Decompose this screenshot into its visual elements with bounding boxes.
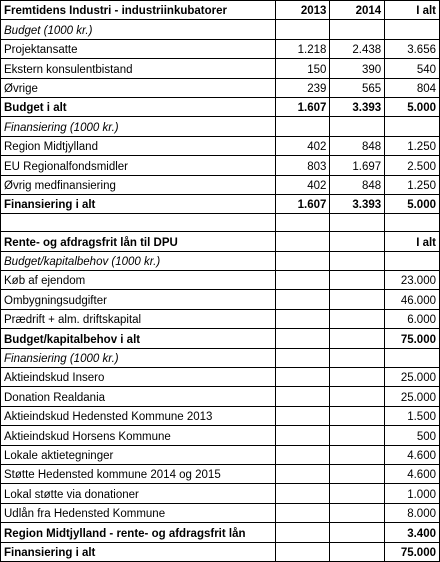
value-total-cell[interactable] — [385, 117, 440, 136]
col-total-header[interactable]: I alt — [385, 1, 440, 20]
value-total-cell[interactable]: 804 — [385, 78, 440, 97]
col-2014-header[interactable]: 2014 — [330, 1, 385, 20]
value-2013-cell[interactable]: 402 — [275, 175, 330, 194]
table1-header-row — [1, 1, 440, 20]
value-total-cell[interactable]: 23.000 — [385, 271, 440, 290]
table-row — [1, 464, 440, 483]
value-total-cell[interactable]: 25.000 — [385, 387, 440, 406]
table-row — [1, 445, 440, 464]
value-2014-cell[interactable]: 565 — [330, 78, 385, 97]
table-row — [1, 136, 440, 155]
row-label-cell[interactable]: Lokale aktietegninger — [1, 445, 276, 464]
value-total-cell[interactable]: 1.250 — [385, 175, 440, 194]
value-2013-cell[interactable] — [275, 117, 330, 136]
row-label-cell[interactable]: Aktieindskud Insero — [1, 368, 276, 387]
row-label-cell[interactable]: Region Midtjylland — [1, 136, 276, 155]
value-2014-cell[interactable]: 1.697 — [330, 156, 385, 175]
value-total-cell[interactable]: 3.400 — [385, 523, 440, 542]
row-label-cell[interactable]: Projektansatte — [1, 39, 276, 58]
table-cell[interactable] — [275, 503, 330, 522]
row-label-cell[interactable]: Køb af ejendom — [1, 271, 276, 290]
value-2014-cell[interactable]: 848 — [330, 175, 385, 194]
table1-title[interactable]: Fremtidens Industri - industriinkubatorer — [1, 1, 276, 20]
table-cell[interactable] — [275, 251, 330, 270]
value-total-cell[interactable] — [385, 251, 440, 270]
value-total-cell[interactable]: 46.000 — [385, 290, 440, 309]
row-label-cell[interactable]: Aktieindskud Horsens Kommune — [1, 426, 276, 445]
spacer-section — [1, 214, 440, 232]
value-total-cell[interactable]: 1.250 — [385, 136, 440, 155]
value-total-cell[interactable]: 8.000 — [385, 503, 440, 522]
row-label-cell[interactable]: Budget (1000 kr.) — [1, 20, 276, 39]
value-2014-cell[interactable]: 3.393 — [330, 194, 385, 213]
value-total-cell[interactable]: 540 — [385, 59, 440, 78]
table-row — [1, 329, 440, 348]
value-2013-cell[interactable]: 402 — [275, 136, 330, 155]
table-cell[interactable] — [275, 290, 330, 309]
row-label-cell[interactable]: Finansiering (1000 kr.) — [1, 117, 276, 136]
value-2014-cell[interactable]: 848 — [330, 136, 385, 155]
table-cell[interactable] — [275, 348, 330, 367]
value-2013-cell[interactable]: 803 — [275, 156, 330, 175]
row-label-cell[interactable]: Øvrige — [1, 78, 276, 97]
table-row — [1, 117, 440, 136]
value-total-cell[interactable]: 75.000 — [385, 329, 440, 348]
table-cell[interactable] — [275, 523, 330, 542]
row-label-cell[interactable]: Budget i alt — [1, 97, 276, 116]
value-total-cell[interactable]: 6.000 — [385, 309, 440, 328]
table-cell[interactable] — [330, 503, 385, 522]
value-total-cell[interactable]: 25.000 — [385, 368, 440, 387]
row-label-cell[interactable]: Prædrift + alm. driftskapital — [1, 309, 276, 328]
table-cell[interactable] — [275, 426, 330, 445]
table-cell[interactable] — [330, 406, 385, 425]
value-total-cell[interactable] — [385, 348, 440, 367]
table-row — [1, 426, 440, 445]
blank-row — [1, 214, 440, 232]
value-total-cell[interactable]: 5.000 — [385, 97, 440, 116]
value-2014-cell[interactable]: 3.393 — [330, 97, 385, 116]
table-cell[interactable] — [275, 271, 330, 290]
row-label-cell[interactable]: Finansiering i alt — [1, 542, 276, 561]
value-2014-cell[interactable]: 2.438 — [330, 39, 385, 58]
table-cell[interactable] — [275, 309, 330, 328]
table-row — [1, 156, 440, 175]
table-cell[interactable] — [275, 232, 330, 251]
table-row — [1, 503, 440, 522]
table2-title[interactable]: Rente- og afdragsfrit lån til DPU — [1, 232, 276, 251]
value-2013-cell[interactable]: 1.218 — [275, 39, 330, 58]
value-2013-cell[interactable]: 150 — [275, 59, 330, 78]
table-cell[interactable] — [330, 214, 385, 232]
row-label-cell[interactable]: Udlån fra Hedensted Kommune — [1, 503, 276, 522]
table-cell[interactable] — [330, 542, 385, 561]
row-label-cell[interactable]: Aktieindskud Hedensted Kommune 2013 — [1, 406, 276, 425]
table-row — [1, 271, 440, 290]
value-2014-cell[interactable]: 390 — [330, 59, 385, 78]
table-row — [1, 251, 440, 270]
table-cell[interactable] — [275, 542, 330, 561]
col-2013-header[interactable]: 2013 — [275, 1, 330, 20]
value-total-cell[interactable] — [385, 20, 440, 39]
dpu-loan-section — [1, 232, 440, 562]
value-total-cell[interactable]: 3.656 — [385, 39, 440, 58]
table-row — [1, 78, 440, 97]
table-cell[interactable] — [275, 387, 330, 406]
table-cell[interactable] — [275, 214, 330, 232]
table-cell[interactable] — [330, 232, 385, 251]
value-total-cell[interactable]: 1.000 — [385, 484, 440, 503]
row-label-cell[interactable]: Ekstern konsulentbistand — [1, 59, 276, 78]
value-2013-cell[interactable]: 239 — [275, 78, 330, 97]
row-label-cell[interactable]: Donation Realdania — [1, 387, 276, 406]
table-row — [1, 368, 440, 387]
table-cell[interactable] — [275, 329, 330, 348]
row-label-cell[interactable]: Lokal støtte via donationer — [1, 484, 276, 503]
table-row — [1, 39, 440, 58]
row-label-cell[interactable]: Ombygningsudgifter — [1, 290, 276, 309]
table-row — [1, 97, 440, 116]
table-row — [1, 348, 440, 367]
table-cell[interactable] — [1, 214, 276, 232]
table-cell[interactable] — [330, 426, 385, 445]
table-cell[interactable] — [330, 290, 385, 309]
value-total-cell[interactable]: 5.000 — [385, 194, 440, 213]
table-cell[interactable] — [330, 523, 385, 542]
row-label-cell[interactable]: Finansiering i alt — [1, 194, 276, 213]
table-cell[interactable] — [330, 387, 385, 406]
table-cell[interactable] — [275, 368, 330, 387]
row-label-cell[interactable]: Øvrig medfinansiering — [1, 175, 276, 194]
value-2014-cell[interactable] — [330, 117, 385, 136]
value-total-cell[interactable]: 2.500 — [385, 156, 440, 175]
table-cell[interactable] — [385, 214, 440, 232]
table-row — [1, 387, 440, 406]
value-2014-cell[interactable] — [330, 20, 385, 39]
table-row — [1, 59, 440, 78]
value-total-cell[interactable]: 75.000 — [385, 542, 440, 561]
table-cell[interactable] — [330, 464, 385, 483]
table-cell[interactable] — [330, 348, 385, 367]
table-row — [1, 175, 440, 194]
table-cell[interactable] — [275, 406, 330, 425]
industriinkubatorer-section — [1, 1, 440, 214]
value-total-cell[interactable]: 4.600 — [385, 445, 440, 464]
table-cell[interactable] — [330, 251, 385, 270]
row-label-cell[interactable]: Støtte Hedensted kommune 2014 og 2015 — [1, 464, 276, 483]
value-total-cell[interactable]: 1.500 — [385, 406, 440, 425]
table-row — [1, 290, 440, 309]
table-cell[interactable] — [330, 309, 385, 328]
table-cell[interactable] — [275, 464, 330, 483]
value-total-cell[interactable]: 4.600 — [385, 464, 440, 483]
table-cell[interactable] — [330, 329, 385, 348]
row-label-cell[interactable]: Finansiering (1000 kr.) — [1, 348, 276, 367]
row-label-cell[interactable]: Budget/kapitalbehov i alt — [1, 329, 276, 348]
table-cell[interactable] — [330, 368, 385, 387]
value-2013-cell[interactable] — [275, 20, 330, 39]
value-total-cell[interactable]: 500 — [385, 426, 440, 445]
row-label-cell[interactable]: Region Midtjylland - rente- og afdragsfrit lån — [1, 523, 276, 542]
table-row — [1, 309, 440, 328]
value-2013-cell[interactable]: 1.607 — [275, 194, 330, 213]
table2-header-row — [1, 232, 440, 251]
table-row — [1, 406, 440, 425]
table-row — [1, 523, 440, 542]
table-row — [1, 542, 440, 561]
table-row — [1, 20, 440, 39]
table-cell[interactable] — [330, 445, 385, 464]
row-label-cell[interactable]: EU Regionalfondsmidler — [1, 156, 276, 175]
table-cell[interactable] — [275, 445, 330, 464]
value-2013-cell[interactable]: 1.607 — [275, 97, 330, 116]
table-row — [1, 194, 440, 213]
table-cell[interactable] — [330, 271, 385, 290]
row-label-cell[interactable]: Budget/kapitalbehov (1000 kr.) — [1, 251, 276, 270]
col-total-header[interactable]: I alt — [385, 232, 440, 251]
